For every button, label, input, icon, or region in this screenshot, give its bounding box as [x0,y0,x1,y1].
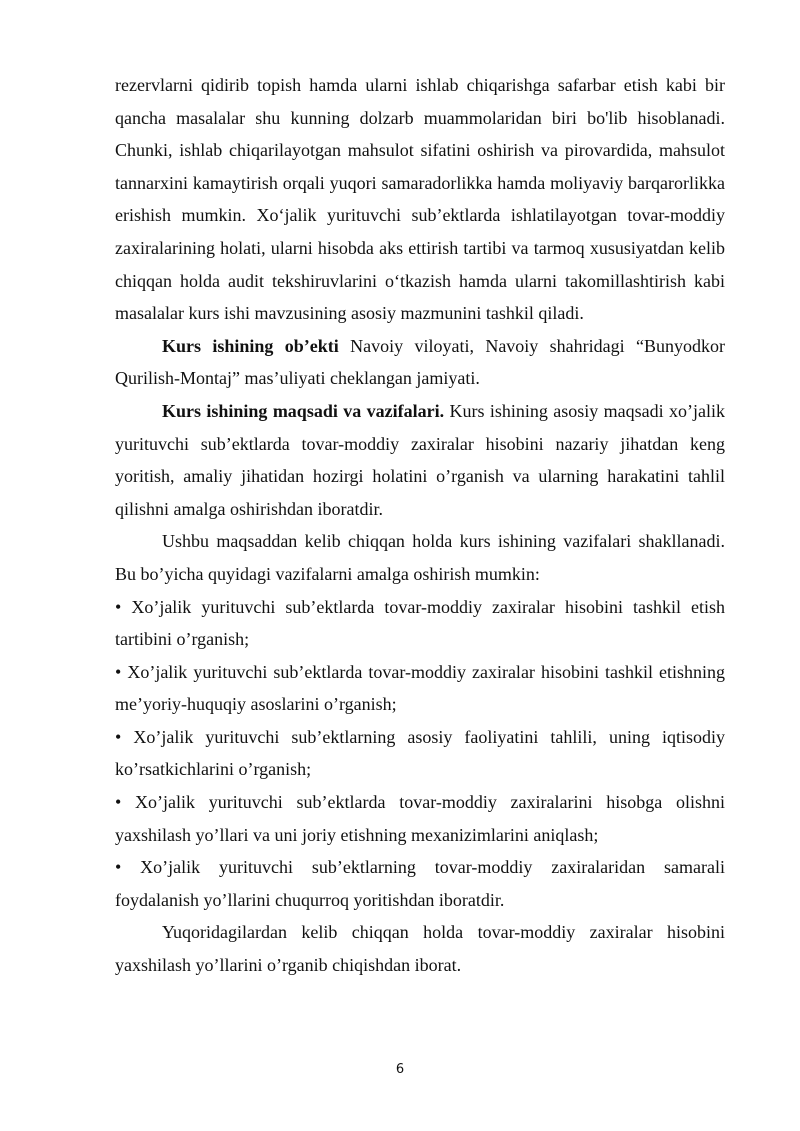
goals-text: Kurs ishining asosiy maqsadi xo’jalik yurituvchi sub’ektlarda tovar-moddiy zaxiralar hisobini nazariy jihatdan keng yoritish, amaliy jihatidan hozirgi holatini o’rganish va ularning harakatini tahlil qilishni amalga oshirishdan iboratdir. [115,400,725,519]
object-text: Navoiy viloyati, Navoiy shahridagi “Bunyodkor Qurilish-Montaj” mas’uliyati cheklangan jamiyati. [115,335,725,389]
list-item: • Xo’jalik yurituvchi sub’ektlarning asosiy faoliyatini tahlili, uning iqtisodiy ko’rsatkichlarini o’rganish; [115,726,725,780]
list-item: • Xo’jalik yurituvchi sub’ektlarning tovar-moddiy zaxiralaridan samarali foydalanish yo’llarini chuqurroq yoritishdan iboratdir. [115,857,725,910]
paragraph-conclusion: Yuqoridagilardan kelib chiqqan holda tovar-moddiy zaxiralar hisobini yaxshilash yo’llarini o’rganib chiqishdan iborat. [115,922,725,976]
document-body [115,69,725,982]
goals-heading: Kurs ishining maqsadi va vazifalari. [162,400,445,421]
list-item: • Xo’jalik yurituvchi sub’ektlarda tovar-moddiy zaxiralar hisobini tashkil etishning me’yoriy-huquqiy asoslarini o’rganish; [115,661,725,715]
list-item: • Xo’jalik yurituvchi sub’ektlarda tovar-moddiy zaxiralarini hisobga olishni yaxshilash yo’llari va uni joriy etishning mexanizimlarini aniqlash; [115,792,725,845]
paragraph-intro: rezervlarni qidirib topish hamda ularni ishlab chiqarishga safarbar etish kabi bir qancha masalalar shu kunning dolzarb muammolaridan biri bo'lib hisoblanadi. Chunki, ishlab chiqarilayotgan mahsulot sifatini oshirish va pirovardida, mahsulot tannarxini kamaytirish orqali yuqori samaradorlikka hamda moliyaviy barqarorlikka erishish mumkin. Xo‘jalik yurituvchi sub’ektlarda ishlatilayotgan tovar-moddiy zaxiralarining holati, ularni hisobda aks ettirish tartibi va tarmoq xususiyatdan kelib chiqqan holda audit tekshiruvlarini o‘tkazish hamda ularni takomillashtirish kabi masalalar kurs ishi mavzusining asosiy mazmunini tashkil qiladi. [115,75,725,324]
object-heading: Kurs ishining ob’ekti [162,335,339,356]
paragraph-object [115,330,725,395]
page-number: 6 [395,1062,405,1077]
paragraph-goals [115,395,725,525]
paragraph-tasks-intro: Ushbu maqsaddan kelib chiqqan holda kurs ishining vazifalari shakllanadi. Bu bo’yicha quyidagi vazifalarni amalga oshirish mumkin: [115,531,725,584]
list-item: • Xo’jalik yurituvchi sub’ektlarda tovar-moddiy zaxiralar hisobini tashkil etish tartibini o’rganish; [115,596,725,650]
